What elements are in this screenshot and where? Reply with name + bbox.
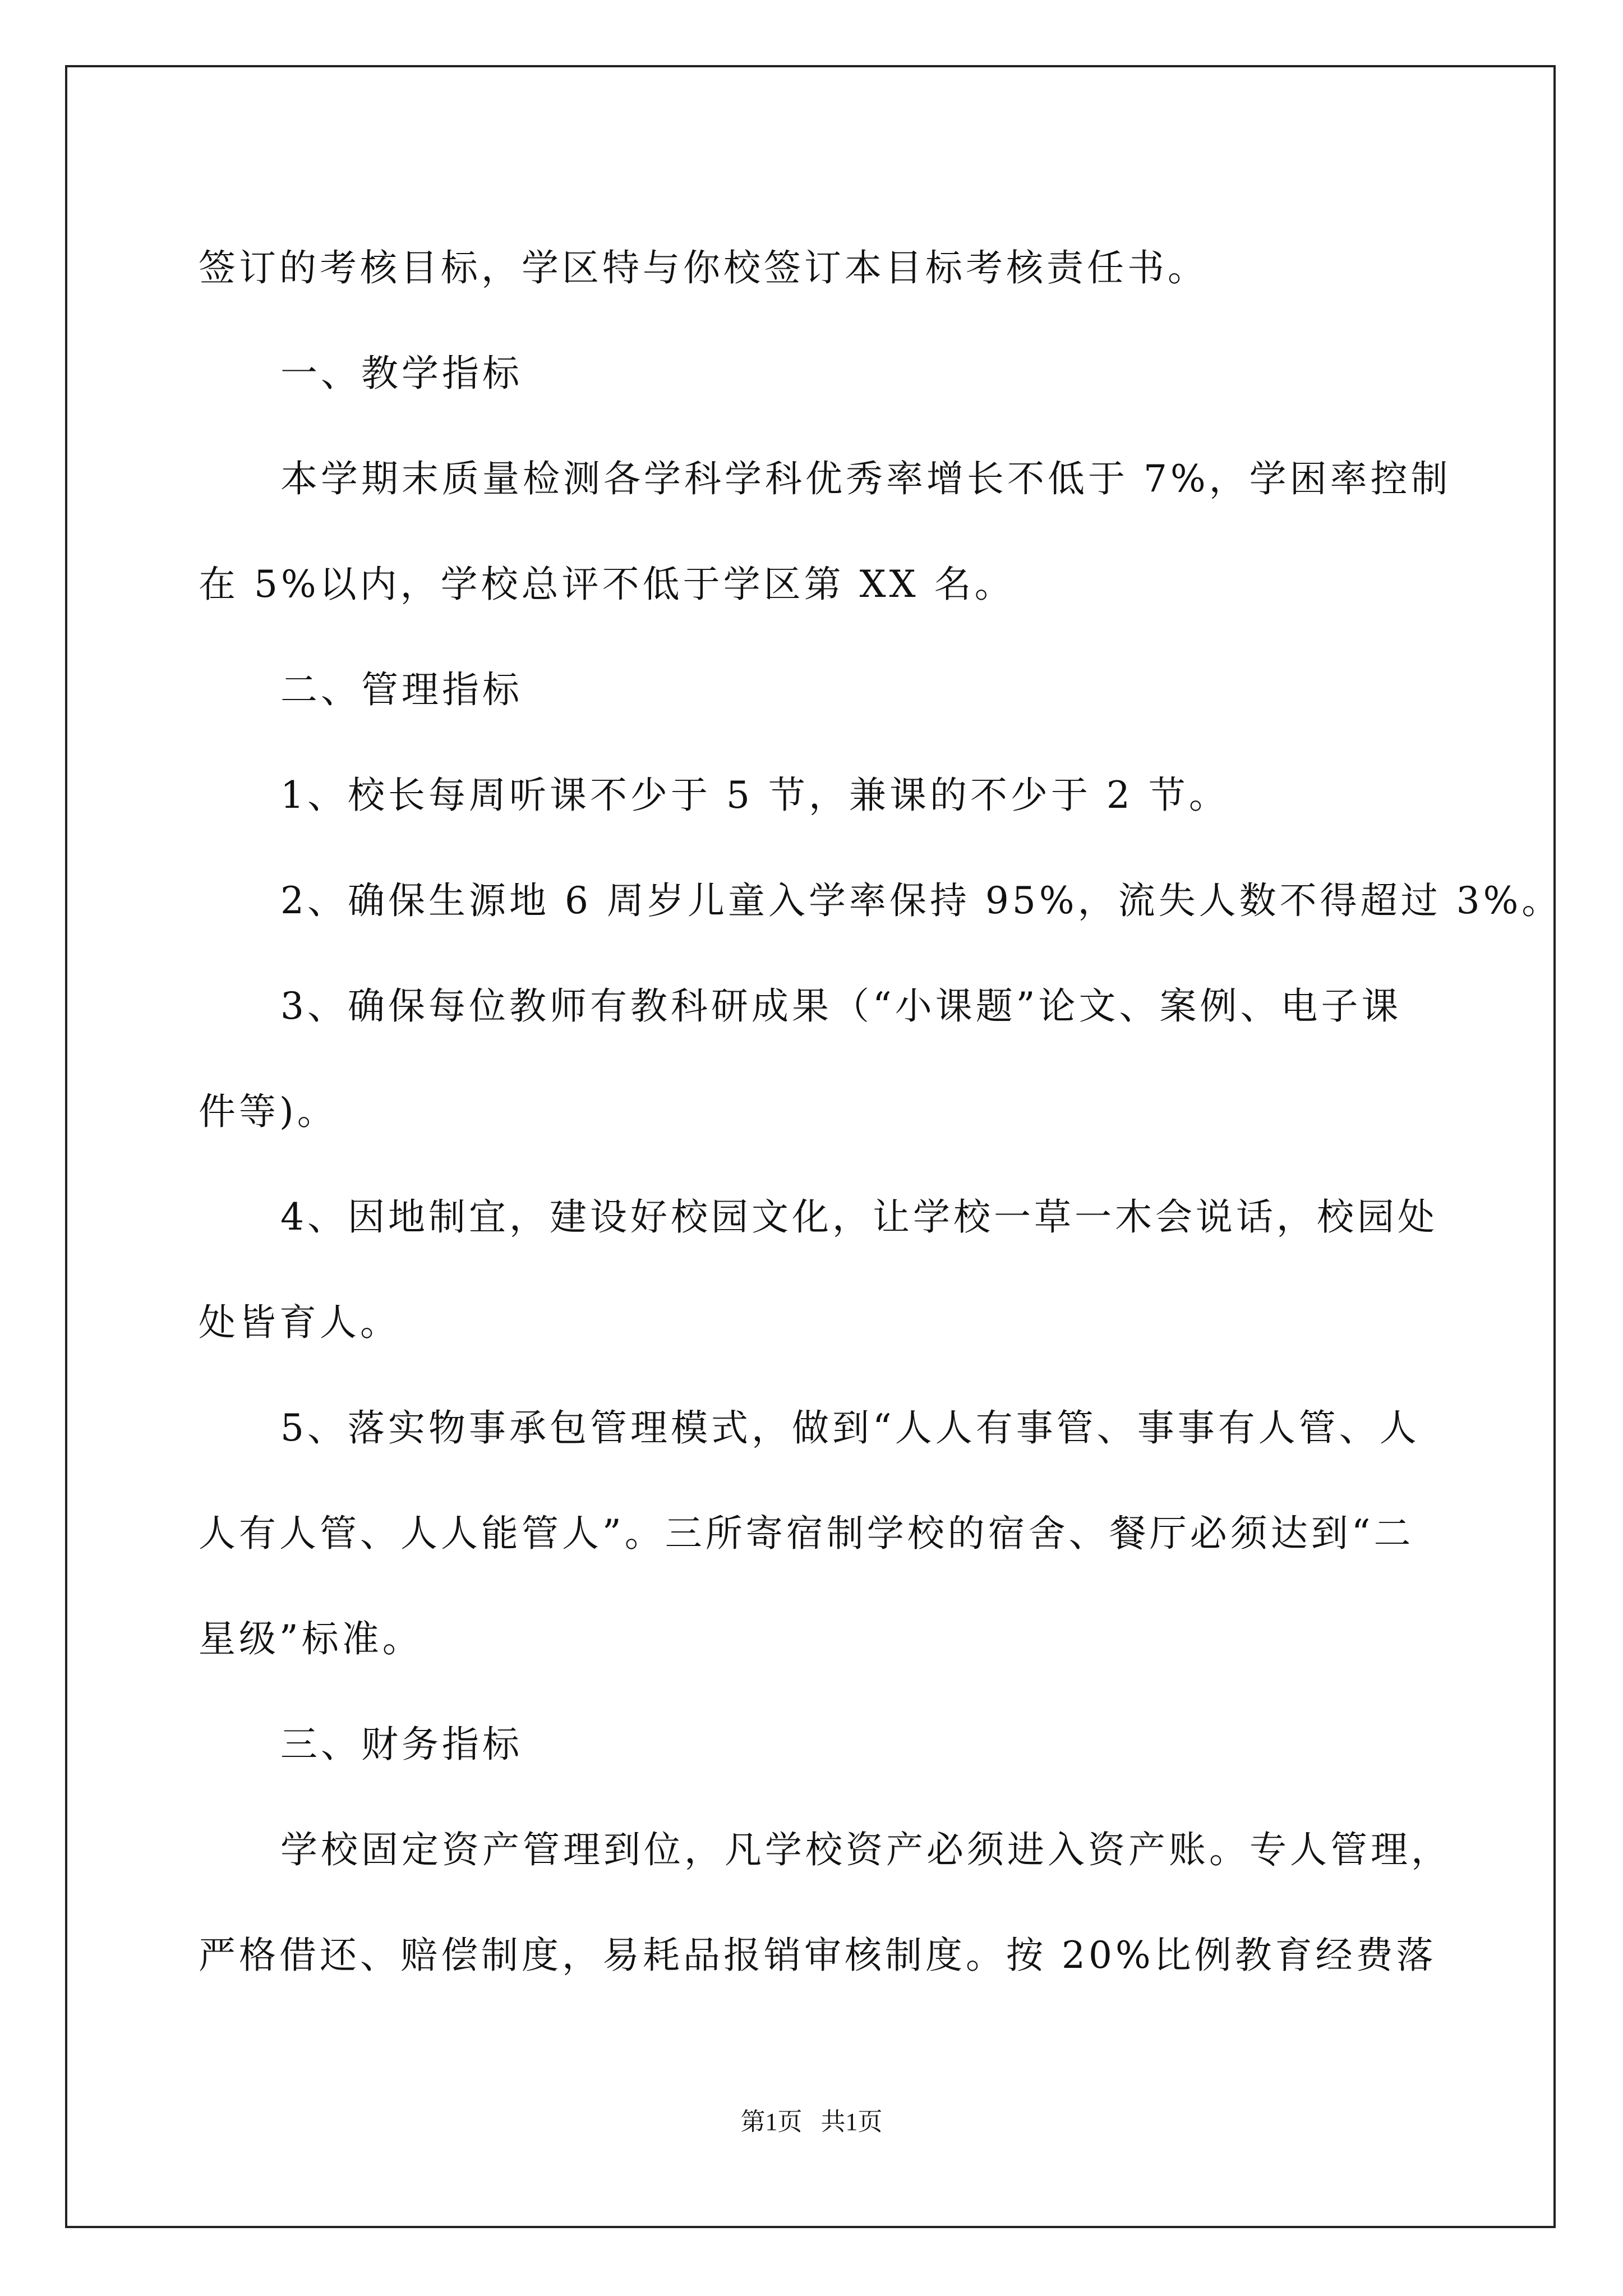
text-line: 星级”标准。 (199, 1617, 423, 1660)
text-line: 人有人管、人人能管人”。三所寄宿制学校的宿舍、餐厅必须达到“二 (199, 1512, 1414, 1555)
text-line: 学校固定资产管理到位，凡学校资产必须进入资产账。专人管理， (280, 1828, 1451, 1871)
text-line: 本学期末质量检测各学科学科优秀率增长不低于 7%，学困率控制 (280, 457, 1451, 500)
text-line: 4、因地制宜，建设好校园文化，让学校一草一木会说话，校园处 (280, 1195, 1438, 1239)
section-heading: 一、教学指标 (280, 352, 523, 395)
section-heading: 二、管理指标 (280, 668, 523, 711)
text-line: 3、确保每位教师有教科研成果（“小课题”论文、案例、电子课 (280, 984, 1402, 1028)
text-line: 严格借还、赔偿制度，易耗品报销审核制度。按 20%比例教育经费落 (199, 1934, 1437, 1977)
text-line: 件等)。 (199, 1090, 338, 1133)
text-line: 在 5%以内，学校总评不低于学区第 XX 名。 (199, 563, 1015, 606)
section-heading: 三、财务指标 (280, 1723, 523, 1766)
document-body (199, 215, 1562, 2008)
text-line: 处皆育人。 (199, 1301, 400, 1344)
text-line: 5、落实物事承包管理模式，做到“人人有事管、事事有人管、人 (280, 1406, 1420, 1450)
text-line: 2、确保生源地 6 周岁儿童入学率保持 95%，流失人数不得超过 3%。 (280, 879, 1562, 922)
text-line: 1、校长每周听课不少于 5 节，兼课的不少于 2 节。 (280, 774, 1229, 817)
text-line: 签订的考核目标，学区特与你校签订本目标考核责任书。 (199, 246, 1208, 289)
page-footer: 第1页 共1页 (740, 2108, 883, 2136)
